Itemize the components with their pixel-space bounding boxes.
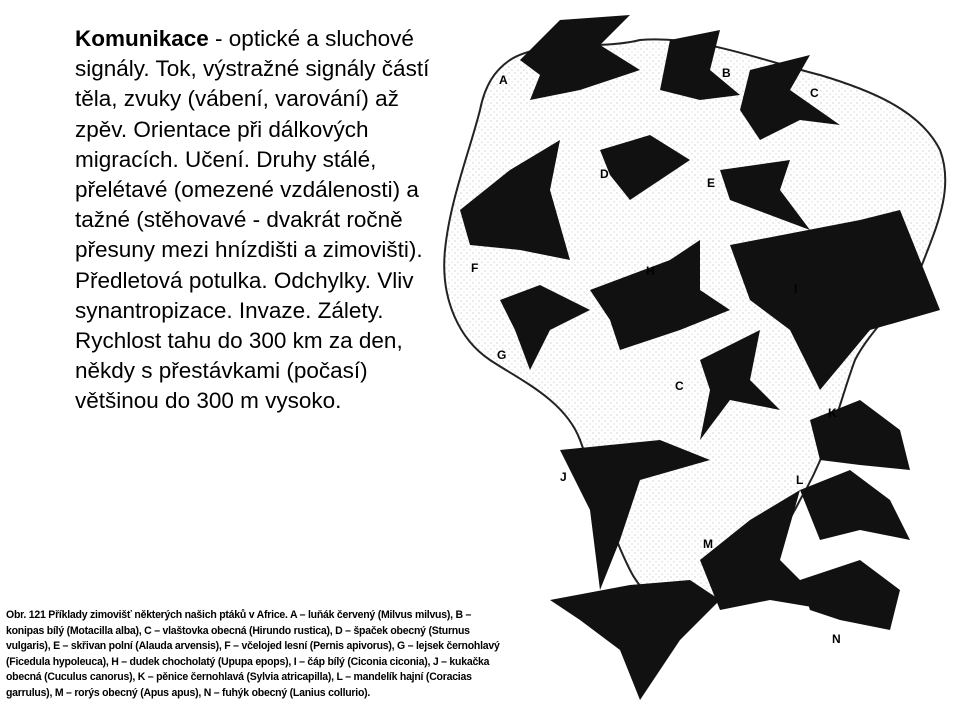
bird-label-j: J — [560, 470, 567, 484]
figure-caption: Obr. 121 Příklady zimovišť některých našich ptáků v Africe. A – luňák červený (Milvus milvus), B – konipas bílý (Motacilla alba), C – vlaštovka obecná (Hirundo rustica), D – špaček obecný (Sturnus vulgaris), E – skřivan polní (Alauda arvensis), F – včelojed lesní (Pernis apivorus), G – lejsek černohlavý (Ficedula hypoleuca), H – dudek chocholatý (Upupa epops), I – čáp bílý (Ciconia ciconia), J – kukačka obecná (Cuculus canorus), K – pěnice černohlavá (Sylvia atricapilla), L – mandelík hajní (Coracias garrulus), M – rorýs obecný (Apus apus), N – fuhýk obecný (Lanius collurio). — [6, 609, 500, 699]
bird-label-n: N — [832, 632, 841, 646]
slide-title: Komunikace — [75, 26, 209, 51]
slide-body-text — [75, 24, 435, 417]
bird-label-l: L — [796, 473, 804, 487]
bird-label-m: M — [703, 537, 713, 551]
bird-label-c: C — [810, 86, 819, 100]
bird-label-g: G — [497, 348, 507, 362]
bird-label-e: E — [707, 176, 716, 190]
bird-label-i: I — [794, 282, 798, 296]
bird-label-b: B — [722, 66, 731, 80]
bird-label-c2: C — [675, 379, 684, 393]
bird-stork-bottom — [550, 580, 720, 700]
bird-l — [800, 470, 910, 540]
bird-label-d: D — [600, 167, 609, 181]
bird-label-k: K — [828, 406, 837, 420]
slide-paragraph: - optické a sluchové signály. Tok, výstražné signály částí těla, zvuky (vábení, varování) až zpěv. Orientace při dálkových migracích. Učení. Druhy stálé, přelétavé (omezené vzdálenosti) a tažné (stěhovavé - dvakrát ročně přesuny mezi hnízdišti a zimovišti). Předletová potulka. Odchylky. Vliv synantropizace. Invaze. Zálety. Rychlost tahu do 300 km za den, někdy s přestávkami (počasí) většinou do 300 m vysoko. — [75, 26, 430, 414]
bird-label-h: H — [646, 264, 655, 278]
bird-label-a: A — [499, 73, 508, 87]
bird-n — [800, 560, 900, 630]
bird-label-f: F — [471, 261, 479, 275]
